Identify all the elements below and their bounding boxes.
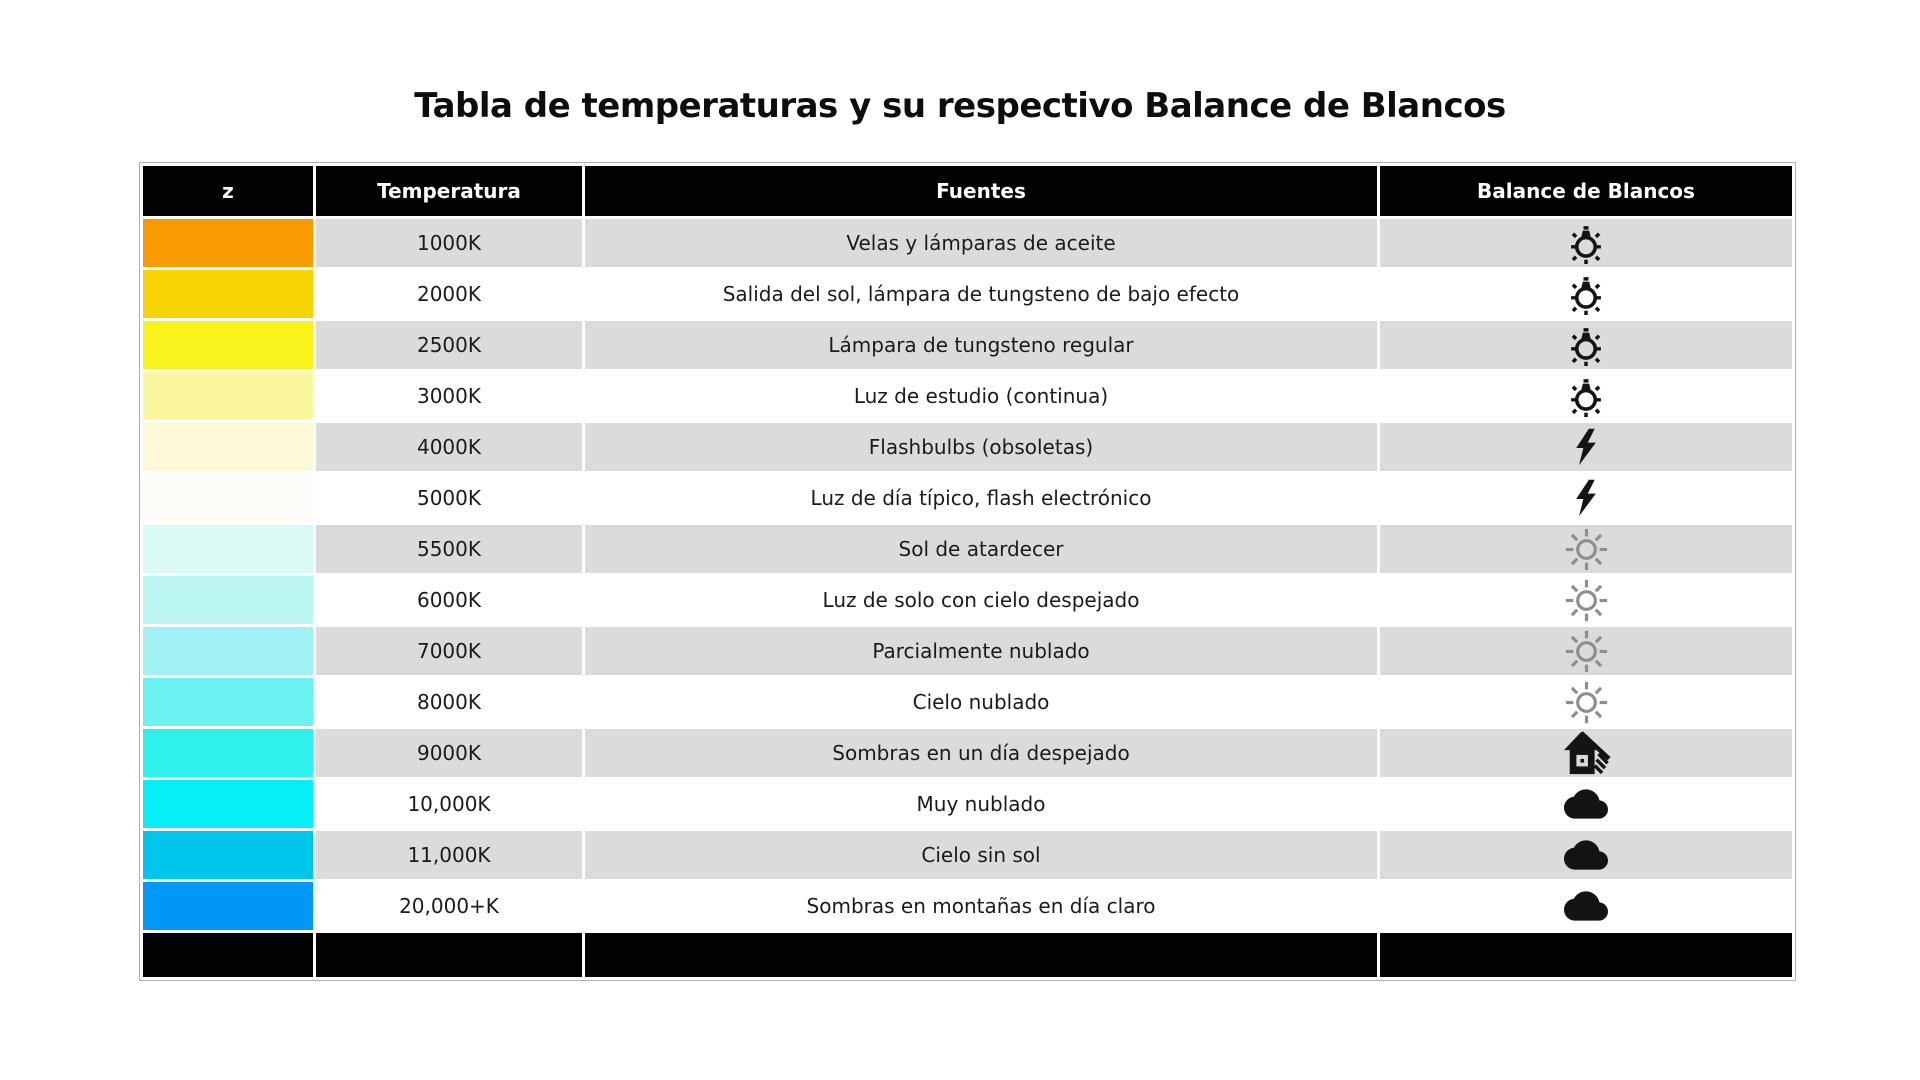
source-label: Cielo sin sol xyxy=(585,831,1377,879)
color-swatch xyxy=(143,321,313,369)
white-balance-cell xyxy=(1380,423,1792,471)
white-balance-cell xyxy=(1380,627,1792,675)
table-row xyxy=(143,780,1792,828)
temperature-value: 8000K xyxy=(316,678,582,726)
sun-icon xyxy=(1564,527,1609,572)
temperature-value: 2500K xyxy=(316,321,582,369)
temperature-value: 7000K xyxy=(316,627,582,675)
table-row xyxy=(143,576,1792,624)
header-fuentes: Fuentes xyxy=(585,166,1377,216)
white-balance-cell xyxy=(1380,219,1792,267)
color-swatch xyxy=(143,729,313,777)
white-balance-cell xyxy=(1380,474,1792,522)
white-balance-cell xyxy=(1380,576,1792,624)
source-label: Cielo nublado xyxy=(585,678,1377,726)
source-label: Sombras en un día despejado xyxy=(585,729,1377,777)
table-row xyxy=(143,627,1792,675)
bulb-icon xyxy=(1566,375,1606,418)
table-row xyxy=(143,321,1792,369)
source-label: Luz de día típico, flash electrónico xyxy=(585,474,1377,522)
temperature-value: 2000K xyxy=(316,270,582,318)
color-swatch xyxy=(143,678,313,726)
table-row xyxy=(143,831,1792,879)
source-label: Luz de solo con cielo despejado xyxy=(585,576,1377,624)
bulb-icon xyxy=(1566,324,1606,367)
cloud-icon xyxy=(1558,884,1614,928)
table-row xyxy=(143,372,1792,420)
footer-cell xyxy=(585,933,1377,977)
table-row xyxy=(143,678,1792,726)
temperature-value: 11,000K xyxy=(316,831,582,879)
sun-icon xyxy=(1564,629,1609,674)
temperature-value: 5000K xyxy=(316,474,582,522)
source-label: Sombras en montañas en día claro xyxy=(585,882,1377,930)
white-balance-cell xyxy=(1380,372,1792,420)
temperature-value: 10,000K xyxy=(316,780,582,828)
white-balance-cell xyxy=(1380,321,1792,369)
source-label: Muy nublado xyxy=(585,780,1377,828)
color-swatch xyxy=(143,627,313,675)
header-balance-de-blancos: Balance de Blancos xyxy=(1380,166,1792,216)
bulb-icon xyxy=(1566,273,1606,316)
white-balance-cell xyxy=(1380,729,1792,777)
source-label: Lámpara de tungsteno regular xyxy=(585,321,1377,369)
temperature-value: 1000K xyxy=(316,219,582,267)
sun-icon xyxy=(1564,578,1609,623)
source-label: Velas y lámparas de aceite xyxy=(585,219,1377,267)
sun-icon xyxy=(1564,680,1609,725)
color-swatch xyxy=(143,831,313,879)
temperature-value: 4000K xyxy=(316,423,582,471)
table-row xyxy=(143,270,1792,318)
temperature-value: 3000K xyxy=(316,372,582,420)
temperature-value: 9000K xyxy=(316,729,582,777)
color-swatch xyxy=(143,219,313,267)
color-swatch xyxy=(143,270,313,318)
source-label: Luz de estudio (continua) xyxy=(585,372,1377,420)
cloud-icon xyxy=(1558,782,1614,826)
footer-row xyxy=(143,933,1792,977)
white-balance-cell xyxy=(1380,831,1792,879)
white-balance-cell xyxy=(1380,270,1792,318)
page-title: Tabla de temperaturas y su respectivo Balance de Blancos xyxy=(414,86,1506,126)
shade-icon xyxy=(1561,730,1611,776)
header-temperatura: Temperatura xyxy=(316,166,582,216)
header-row xyxy=(143,166,1792,216)
color-swatch xyxy=(143,423,313,471)
white-balance-cell xyxy=(1380,525,1792,573)
source-label: Flashbulbs (obsoletas) xyxy=(585,423,1377,471)
table-row xyxy=(143,882,1792,930)
white-balance-cell xyxy=(1380,780,1792,828)
table-row xyxy=(143,474,1792,522)
cloud-icon xyxy=(1558,833,1614,877)
bulb-icon xyxy=(1566,222,1606,265)
footer-cell xyxy=(143,933,313,977)
table-row xyxy=(143,729,1792,777)
footer-cell xyxy=(1380,933,1792,977)
color-swatch xyxy=(143,525,313,573)
color-swatch xyxy=(143,882,313,930)
table-row xyxy=(143,423,1792,471)
table-row xyxy=(143,219,1792,267)
flash-icon xyxy=(1567,478,1605,518)
white-balance-cell xyxy=(1380,678,1792,726)
footer-cell xyxy=(316,933,582,977)
temperature-value: 20,000+K xyxy=(316,882,582,930)
temperature-value: 6000K xyxy=(316,576,582,624)
flash-icon xyxy=(1567,427,1605,467)
color-swatch xyxy=(143,780,313,828)
source-label: Parcialmente nublado xyxy=(585,627,1377,675)
source-label: Salida del sol, lámpara de tungsteno de bajo efecto xyxy=(585,270,1377,318)
color-swatch xyxy=(143,372,313,420)
color-swatch xyxy=(143,576,313,624)
header-z: z xyxy=(143,166,313,216)
source-label: Sol de atardecer xyxy=(585,525,1377,573)
temperature-table xyxy=(139,162,1796,981)
color-swatch xyxy=(143,474,313,522)
temperature-value: 5500K xyxy=(316,525,582,573)
white-balance-cell xyxy=(1380,882,1792,930)
table-row xyxy=(143,525,1792,573)
